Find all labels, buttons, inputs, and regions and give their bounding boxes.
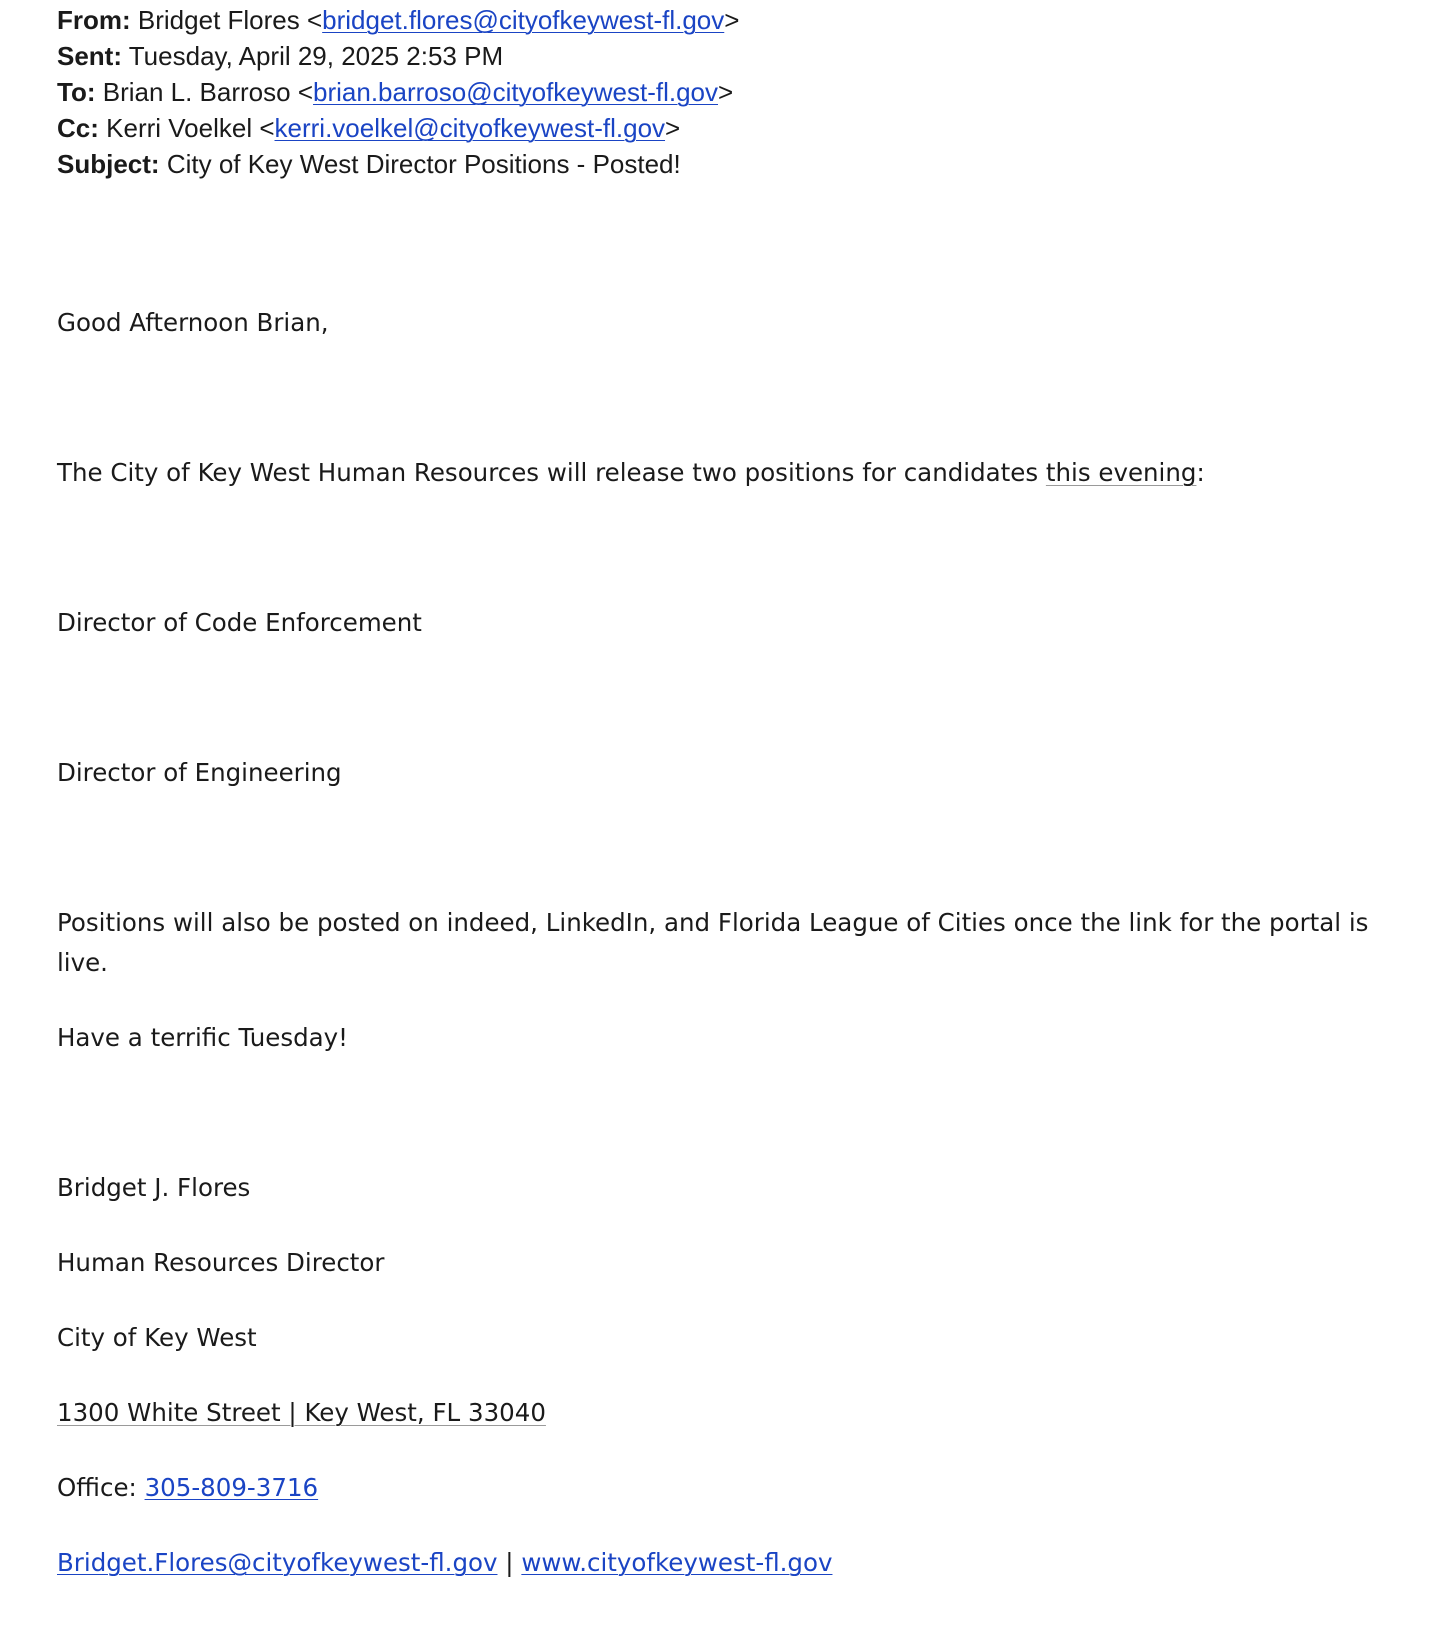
from-name: Bridget Flores < <box>137 5 323 35</box>
position-code-enforcement: Director of Code Enforcement <box>57 608 422 637</box>
address-text[interactable]: 1300 White Street | Key West, FL 33040 <box>57 1398 546 1427</box>
from-line <box>57 2 1427 38</box>
greeting: Good Afternoon Brian, <box>57 308 329 337</box>
to-close: > <box>718 77 734 107</box>
signature-address <box>57 1393 546 1433</box>
website-link[interactable]: www.cityofkeywest-fl.gov <box>521 1548 833 1577</box>
email-headers <box>57 0 1427 182</box>
intro-highlight[interactable]: this evening <box>1045 458 1197 487</box>
from-close: > <box>724 5 740 35</box>
postings-note: Positions will also be posted on indeed, LinkedIn, and Florida League of Cities once the link for the portal is live. <box>57 908 1369 977</box>
sent-line <box>57 38 1427 74</box>
subject-label: Subject: <box>57 149 160 179</box>
cc-line <box>57 110 1427 146</box>
signature-name: Bridget J. Flores <box>57 1173 251 1202</box>
signature-title: Human Resources Director <box>57 1248 385 1277</box>
to-line <box>57 74 1427 110</box>
signature-email-link[interactable]: Bridget.Flores@cityofkeywest-fl.gov <box>57 1548 498 1577</box>
cc-close: > <box>665 113 681 143</box>
sent-value: Tuesday, April 29, 2025 2:53 PM <box>128 41 504 71</box>
contact-separator: | <box>497 1548 522 1577</box>
intro-suffix: : <box>1196 458 1205 487</box>
intro-paragraph <box>57 453 1205 493</box>
office-label: Office: <box>57 1473 145 1502</box>
cc-email-link[interactable]: kerri.voelkel@cityofkeywest-fl.gov <box>274 113 666 143</box>
signature-office <box>57 1468 318 1508</box>
email-message <box>57 0 1427 1577</box>
closing-line: Have a terrific Tuesday! <box>57 1023 348 1052</box>
cc-label: Cc: <box>57 113 99 143</box>
to-label: To: <box>57 77 96 107</box>
to-email-link[interactable]: brian.barroso@cityofkeywest-fl.gov <box>313 77 719 107</box>
cc-name: Kerri Voelkel < <box>106 113 275 143</box>
signature-contact <box>57 1543 832 1583</box>
to-name: Brian L. Barroso < <box>102 77 314 107</box>
sent-label: Sent: <box>57 41 122 71</box>
signature-org: City of Key West <box>57 1323 257 1352</box>
subject-line <box>57 146 1427 182</box>
from-label: From: <box>57 5 131 35</box>
intro-prefix: The City of Key West Human Resources will release two positions for candidates <box>57 458 1046 487</box>
subject-value: City of Key West Director Positions - Posted! <box>166 149 681 179</box>
office-phone-link[interactable]: 305-809-3716 <box>144 1473 319 1502</box>
from-email-link[interactable]: bridget.flores@cityofkeywest-fl.gov <box>322 5 725 35</box>
position-engineering: Director of Engineering <box>57 758 342 787</box>
